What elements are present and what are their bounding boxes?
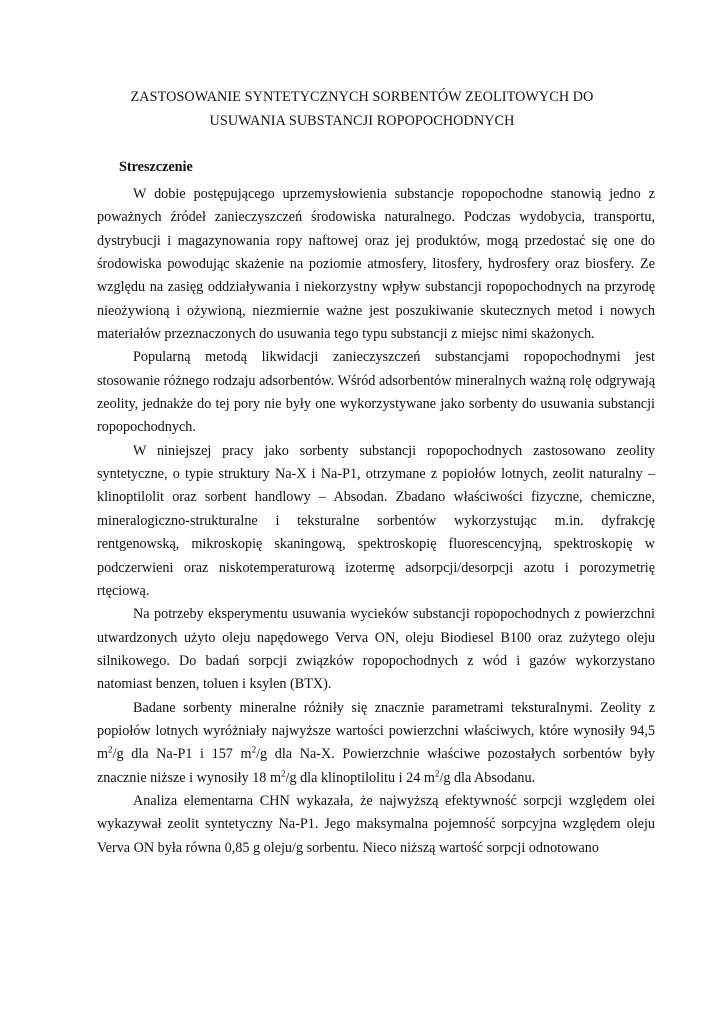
paragraph-3: W niniejszej pracy jako sorbenty substancji ropopochodnych zastosowano zeolity syntetyczne, o typie struktury Na-X i Na-P1, otrzymane z popiołów lotnych, zeolit naturalny – klinoptilolit oraz sorbent handlowy – Absodan. Zbadano właściwości fizyczne, chemiczne, mineralogiczno-strukturalne i teksturalne sorbentów wykorzystując m.in. dyfrakcję rentgenowską, mikroskopię skaningową, spektroskopię fluorescencyjną, spektroskopię w podczerwieni oraz niskotemperaturową izotermę adsorpcji/desorpcji azotu i porozymetrię rtęciową. bbox=[97, 442, 655, 599]
paragraph-6: Analiza elementarna CHN wykazała, że najwyższą efektywność sorpcji względem olei wykazywał zeolit syntetyczny Na-P1. Jego maksymalna pojemność sorpcyjna względem oleju Verva ON była równa 0,85 g oleju/g sorbentu. Nieco niższą wartość sorpcji odnotowano bbox=[97, 792, 655, 856]
paragraph-5-part-1: Badane sorbenty mineralne różniły się znacznie parametrami teksturalnymi. Zeolity z popiołów lotnych wyróżniały najwyższe wartości powierzchni właściwych, które wynosiły 94,5 m bbox=[97, 699, 655, 763]
superscript-2: 2 bbox=[281, 767, 286, 778]
paragraph-5-part-2: /g dla Na-P1 i 157 m bbox=[112, 746, 252, 763]
paragraph-1: W dobie postępującego uprzemysłowienia substancje ropopochodne stanowią jedno z poważnych źródeł zanieczyszczeń środowiska naturalnego. Podczas wydobycia, transportu, dystrybucji i magazynowania ropy naftowej oraz jej produktów, mogą przedostać się one do środowiska powodując skażenie na poziomie atmosfery, litosfery, hydrosfery oraz biosfery. Ze względu na zasięg oddziaływania i niekorzystny wpływ substancji ropopochodnych na przyrodę nieożywioną i ożywioną, niezmiernie ważne jest poszukiwanie skutecznych metod i nowych materiałów przeznaczonych do usuwania tego typu substancji z miejsc nimi skażonych. bbox=[97, 186, 655, 343]
abstract-body bbox=[97, 183, 655, 860]
paragraph-2: Popularną metodą likwidacji zanieczyszczeń substancjami ropopochodnymi jest stosowanie różnego rodzaju adsorbentów. Wśród adsorbentów mineralnych ważną rolę odgrywają zeolity, jednakże do tej pory nie były one wykorzystywane jako sorbenty do usuwania substancji ropopochodnych. bbox=[97, 349, 655, 436]
paragraph-5 bbox=[97, 697, 655, 790]
superscript-2: 2 bbox=[108, 744, 113, 755]
title-line-1: ZASTOSOWANIE SYNTETYCZNYCH SORBENTÓW ZEOLITOWYCH DO bbox=[130, 89, 594, 105]
section-heading: Streszczenie bbox=[119, 159, 193, 175]
superscript-2: 2 bbox=[251, 744, 257, 755]
title-line-2: USUWANIA SUBSTANCJI ROPOPOCHODNYCH bbox=[209, 113, 515, 129]
paragraph-5-part-5: /g dla Absodanu. bbox=[439, 769, 536, 786]
paragraph-5-part-4: /g dla klinoptilolitu i 24 m bbox=[285, 769, 435, 786]
paragraph-5-part-3: /g dla Na-X. Powierzchnie właściwe pozostałych sorbentów były znacznie niższe i wynosiły 18 m bbox=[97, 746, 655, 786]
superscript-2: 2 bbox=[434, 767, 440, 778]
paragraph-4: Na potrzeby eksperymentu usuwania wycieków substancji ropopochodnych z powierzchni utwardzonych użyto oleju napędowego Verva ON, oleju Biodiesel B100 oraz zużytego oleju silnikowego. Do badań sorpcji związków ropopochodnych z wód i gazów wykorzystano natomiast benzen, toluen i ksylen (BTX). bbox=[97, 606, 655, 693]
